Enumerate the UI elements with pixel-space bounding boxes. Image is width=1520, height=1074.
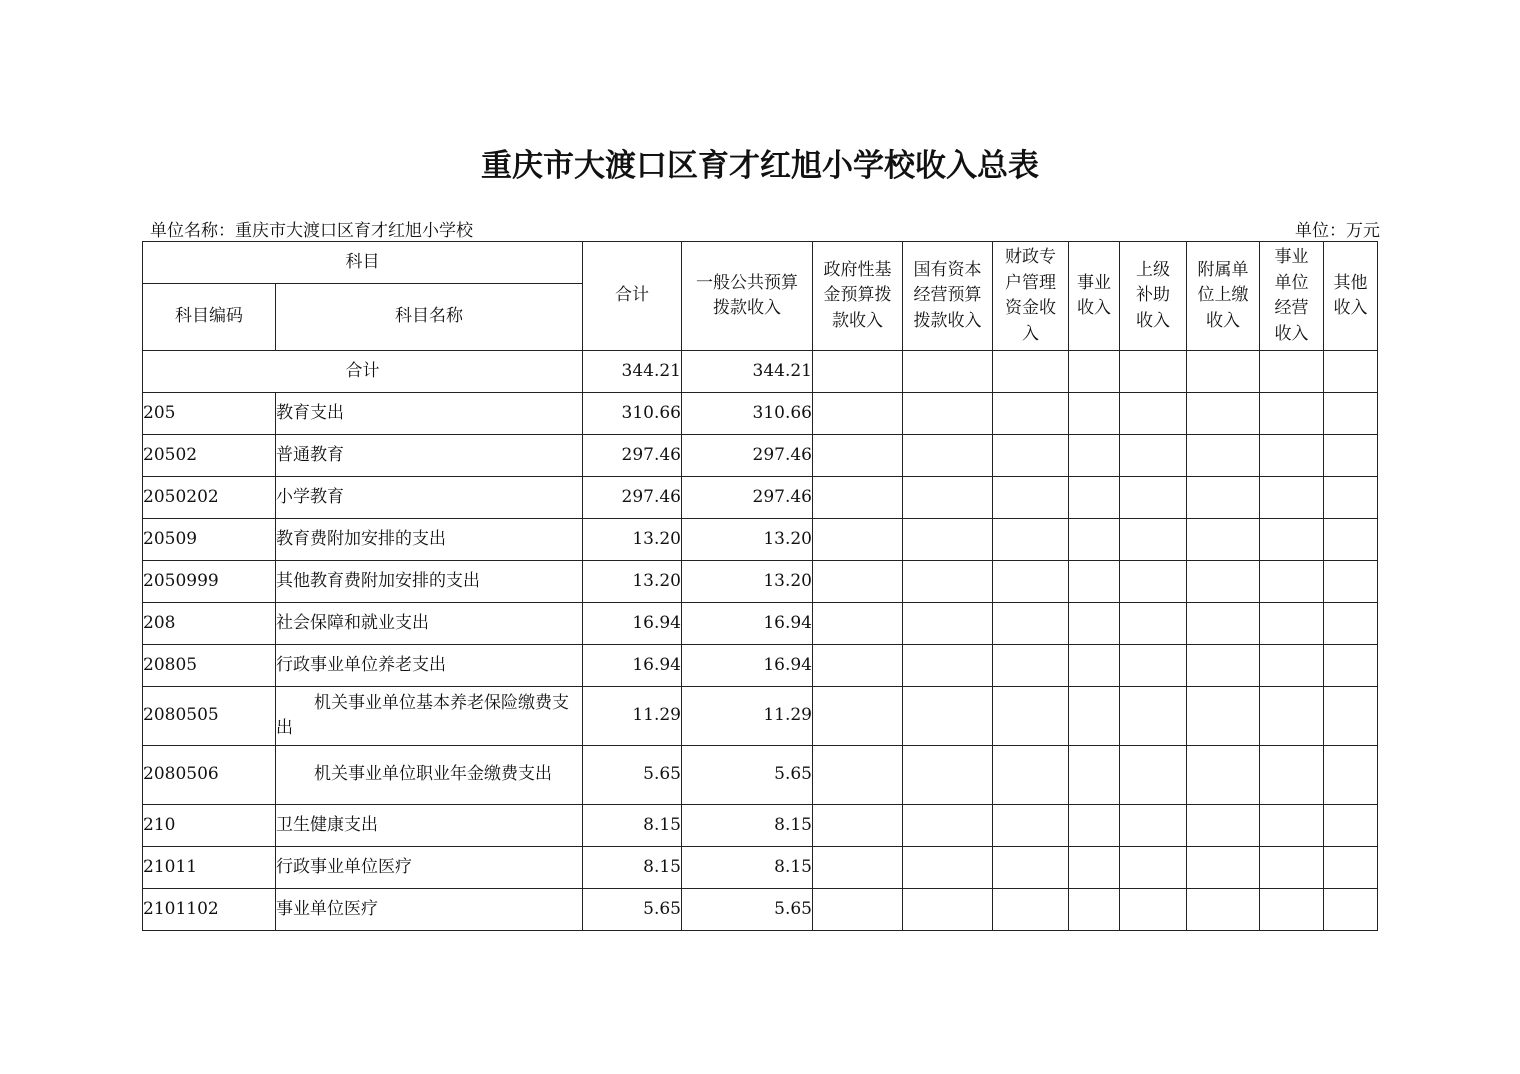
empty-cell bbox=[1069, 746, 1120, 805]
row-total: 297.46 bbox=[583, 435, 682, 477]
row-general-budget: 11.29 bbox=[682, 687, 813, 746]
header-name: 科目名称 bbox=[276, 284, 583, 351]
total-label: 合计 bbox=[143, 351, 583, 393]
empty-cell bbox=[1120, 645, 1187, 687]
subject-name: 教育费附加安排的支出 bbox=[276, 519, 583, 561]
row-total: 16.94 bbox=[583, 645, 682, 687]
empty-cell bbox=[993, 435, 1069, 477]
row-total: 16.94 bbox=[583, 603, 682, 645]
header-gov-fund-text: 政府性基金预算拨款收入 bbox=[823, 259, 892, 331]
empty-cell bbox=[1069, 805, 1120, 847]
empty-cell bbox=[813, 805, 903, 847]
empty-cell bbox=[993, 393, 1069, 435]
subject-code: 2101102 bbox=[143, 889, 276, 931]
header-affiliate-income bbox=[1187, 242, 1260, 351]
empty-cell bbox=[1069, 561, 1120, 603]
empty-cell bbox=[1260, 393, 1324, 435]
empty-cell bbox=[1260, 645, 1324, 687]
table-row bbox=[143, 603, 1378, 645]
empty-cell bbox=[993, 561, 1069, 603]
empty-cell bbox=[1069, 847, 1120, 889]
empty-cell bbox=[1260, 687, 1324, 746]
subject-name: 行政事业单位医疗 bbox=[276, 847, 583, 889]
header-code: 科目编码 bbox=[143, 284, 276, 351]
empty-cell bbox=[813, 687, 903, 746]
subject-code: 2050999 bbox=[143, 561, 276, 603]
empty-cell bbox=[903, 351, 993, 393]
empty-cell bbox=[1187, 805, 1260, 847]
subject-name: 其他教育费附加安排的支出 bbox=[276, 561, 583, 603]
row-general-budget: 5.65 bbox=[682, 889, 813, 931]
subject-code: 2050202 bbox=[143, 477, 276, 519]
empty-cell bbox=[1260, 519, 1324, 561]
empty-cell bbox=[1069, 477, 1120, 519]
empty-cell bbox=[993, 603, 1069, 645]
subject-name: 事业单位医疗 bbox=[276, 889, 583, 931]
empty-cell bbox=[813, 519, 903, 561]
subject-name: 行政事业单位养老支出 bbox=[276, 645, 583, 687]
table-row bbox=[143, 687, 1378, 746]
empty-cell bbox=[1324, 477, 1378, 519]
subject-name: 机关事业单位基本养老保险缴费支出 bbox=[276, 687, 583, 746]
empty-cell bbox=[1324, 435, 1378, 477]
total-general-budget: 344.21 bbox=[682, 351, 813, 393]
empty-cell bbox=[813, 603, 903, 645]
header-other-income-text: 其他收入 bbox=[1333, 272, 1368, 318]
empty-cell bbox=[993, 847, 1069, 889]
header-business-income bbox=[1069, 242, 1120, 351]
empty-cell bbox=[1187, 519, 1260, 561]
subject-code: 20509 bbox=[143, 519, 276, 561]
empty-cell bbox=[1260, 603, 1324, 645]
subject-name: 普通教育 bbox=[276, 435, 583, 477]
row-general-budget: 13.20 bbox=[682, 519, 813, 561]
row-total: 5.65 bbox=[583, 889, 682, 931]
empty-cell bbox=[993, 746, 1069, 805]
empty-cell bbox=[1120, 889, 1187, 931]
row-general-budget: 310.66 bbox=[682, 393, 813, 435]
empty-cell bbox=[1069, 687, 1120, 746]
header-other-income bbox=[1324, 242, 1378, 351]
empty-cell bbox=[1324, 687, 1378, 746]
empty-cell bbox=[1187, 477, 1260, 519]
empty-cell bbox=[1260, 746, 1324, 805]
header-state-capital bbox=[903, 242, 993, 351]
empty-cell bbox=[903, 746, 993, 805]
row-general-budget: 5.65 bbox=[682, 746, 813, 805]
empty-cell bbox=[1260, 351, 1324, 393]
empty-cell bbox=[1187, 847, 1260, 889]
row-general-budget: 297.46 bbox=[682, 435, 813, 477]
empty-cell bbox=[813, 561, 903, 603]
header-special-account bbox=[993, 242, 1069, 351]
empty-cell bbox=[1187, 687, 1260, 746]
empty-cell bbox=[903, 477, 993, 519]
total-value: 344.21 bbox=[583, 351, 682, 393]
empty-cell bbox=[1260, 435, 1324, 477]
empty-cell bbox=[1187, 393, 1260, 435]
subject-code: 20805 bbox=[143, 645, 276, 687]
empty-cell bbox=[903, 805, 993, 847]
header-superior-subsidy-text: 上级补助收入 bbox=[1136, 259, 1170, 331]
empty-cell bbox=[813, 351, 903, 393]
empty-cell bbox=[1120, 603, 1187, 645]
empty-cell bbox=[903, 561, 993, 603]
empty-cell bbox=[993, 687, 1069, 746]
empty-cell bbox=[813, 746, 903, 805]
empty-cell bbox=[1260, 889, 1324, 931]
row-general-budget: 297.46 bbox=[682, 477, 813, 519]
empty-cell bbox=[1324, 393, 1378, 435]
empty-cell bbox=[813, 435, 903, 477]
row-total: 8.15 bbox=[583, 805, 682, 847]
row-general-budget: 16.94 bbox=[682, 645, 813, 687]
empty-cell bbox=[1324, 519, 1378, 561]
row-total: 5.65 bbox=[583, 746, 682, 805]
subject-code: 20502 bbox=[143, 435, 276, 477]
subject-code: 205 bbox=[143, 393, 276, 435]
empty-cell bbox=[1324, 847, 1378, 889]
empty-cell bbox=[1120, 847, 1187, 889]
header-general-budget bbox=[682, 242, 813, 351]
empty-cell bbox=[903, 687, 993, 746]
header-superior-subsidy bbox=[1120, 242, 1187, 351]
row-total: 13.20 bbox=[583, 561, 682, 603]
row-general-budget: 13.20 bbox=[682, 561, 813, 603]
empty-cell bbox=[813, 645, 903, 687]
empty-cell bbox=[1260, 477, 1324, 519]
header-operating-income-text: 事业单位经营收入 bbox=[1274, 247, 1309, 344]
empty-cell bbox=[993, 889, 1069, 931]
empty-cell bbox=[1324, 603, 1378, 645]
income-summary-table bbox=[142, 241, 1378, 931]
row-general-budget: 16.94 bbox=[682, 603, 813, 645]
empty-cell bbox=[1324, 645, 1378, 687]
row-total: 297.46 bbox=[583, 477, 682, 519]
empty-cell bbox=[1120, 393, 1187, 435]
subject-code: 2080506 bbox=[143, 746, 276, 805]
table-row bbox=[143, 645, 1378, 687]
table-row bbox=[143, 561, 1378, 603]
table-row bbox=[143, 393, 1378, 435]
empty-cell bbox=[1120, 805, 1187, 847]
empty-cell bbox=[1069, 519, 1120, 561]
empty-cell bbox=[1324, 805, 1378, 847]
unit-name: 单位名称：重庆市大渡口区育才红旭小学校 bbox=[150, 221, 473, 241]
table-row-total bbox=[143, 351, 1378, 393]
empty-cell bbox=[993, 351, 1069, 393]
empty-cell bbox=[903, 435, 993, 477]
subject-name: 卫生健康支出 bbox=[276, 805, 583, 847]
empty-cell bbox=[903, 519, 993, 561]
row-general-budget: 8.15 bbox=[682, 805, 813, 847]
table-row bbox=[143, 805, 1378, 847]
empty-cell bbox=[1187, 603, 1260, 645]
subject-name: 教育支出 bbox=[276, 393, 583, 435]
subject-code: 21011 bbox=[143, 847, 276, 889]
subject-name: 机关事业单位职业年金缴费支出 bbox=[276, 746, 583, 805]
empty-cell bbox=[1120, 519, 1187, 561]
empty-cell bbox=[993, 477, 1069, 519]
empty-cell bbox=[1120, 477, 1187, 519]
table-row bbox=[143, 746, 1378, 805]
empty-cell bbox=[813, 393, 903, 435]
empty-cell bbox=[903, 847, 993, 889]
row-total: 11.29 bbox=[583, 687, 682, 746]
row-total: 310.66 bbox=[583, 393, 682, 435]
header-total: 合计 bbox=[583, 242, 682, 351]
empty-cell bbox=[993, 645, 1069, 687]
empty-cell bbox=[1120, 746, 1187, 805]
empty-cell bbox=[993, 519, 1069, 561]
table-row bbox=[143, 889, 1378, 931]
report-title: 重庆市大渡口区育才红旭小学校收入总表 bbox=[481, 148, 1039, 184]
header-gov-fund bbox=[813, 242, 903, 351]
table-row bbox=[143, 519, 1378, 561]
header-business-income-text: 事业收入 bbox=[1077, 272, 1111, 318]
empty-cell bbox=[993, 805, 1069, 847]
empty-cell bbox=[1260, 847, 1324, 889]
subject-name: 小学教育 bbox=[276, 477, 583, 519]
empty-cell bbox=[813, 477, 903, 519]
subject-code: 2080505 bbox=[143, 687, 276, 746]
row-total: 8.15 bbox=[583, 847, 682, 889]
table-row bbox=[143, 477, 1378, 519]
empty-cell bbox=[903, 393, 993, 435]
empty-cell bbox=[1187, 746, 1260, 805]
unit-label: 单位：万元 bbox=[1295, 221, 1380, 241]
empty-cell bbox=[903, 645, 993, 687]
empty-cell bbox=[1069, 435, 1120, 477]
header-state-capital-text: 国有资本经营预算拨款收入 bbox=[913, 259, 982, 331]
header-general-budget-text: 一般公共预算拨款收入 bbox=[696, 272, 798, 318]
empty-cell bbox=[1260, 561, 1324, 603]
empty-cell bbox=[1187, 435, 1260, 477]
empty-cell bbox=[1069, 889, 1120, 931]
empty-cell bbox=[1187, 645, 1260, 687]
empty-cell bbox=[1187, 889, 1260, 931]
row-general-budget: 8.15 bbox=[682, 847, 813, 889]
subject-code: 208 bbox=[143, 603, 276, 645]
header-subject: 科目 bbox=[143, 242, 583, 284]
empty-cell bbox=[1069, 351, 1120, 393]
table-row bbox=[143, 847, 1378, 889]
empty-cell bbox=[813, 847, 903, 889]
subject-code: 210 bbox=[143, 805, 276, 847]
empty-cell bbox=[813, 889, 903, 931]
empty-cell bbox=[1187, 561, 1260, 603]
empty-cell bbox=[1324, 561, 1378, 603]
empty-cell bbox=[1120, 435, 1187, 477]
empty-cell bbox=[1120, 561, 1187, 603]
empty-cell bbox=[1120, 351, 1187, 393]
subject-name: 社会保障和就业支出 bbox=[276, 603, 583, 645]
empty-cell bbox=[1324, 351, 1378, 393]
empty-cell bbox=[1187, 351, 1260, 393]
empty-cell bbox=[1324, 746, 1378, 805]
header-operating-income bbox=[1260, 242, 1324, 351]
header-special-account-text: 财政专户管理资金收入 bbox=[1005, 247, 1056, 344]
table-row bbox=[143, 435, 1378, 477]
row-total: 13.20 bbox=[583, 519, 682, 561]
empty-cell bbox=[1324, 889, 1378, 931]
empty-cell bbox=[1069, 603, 1120, 645]
empty-cell bbox=[1120, 687, 1187, 746]
header-affiliate-income-text: 附属单位上缴收入 bbox=[1197, 259, 1249, 331]
empty-cell bbox=[903, 603, 993, 645]
empty-cell bbox=[1260, 805, 1324, 847]
empty-cell bbox=[903, 889, 993, 931]
empty-cell bbox=[1069, 393, 1120, 435]
empty-cell bbox=[1069, 645, 1120, 687]
